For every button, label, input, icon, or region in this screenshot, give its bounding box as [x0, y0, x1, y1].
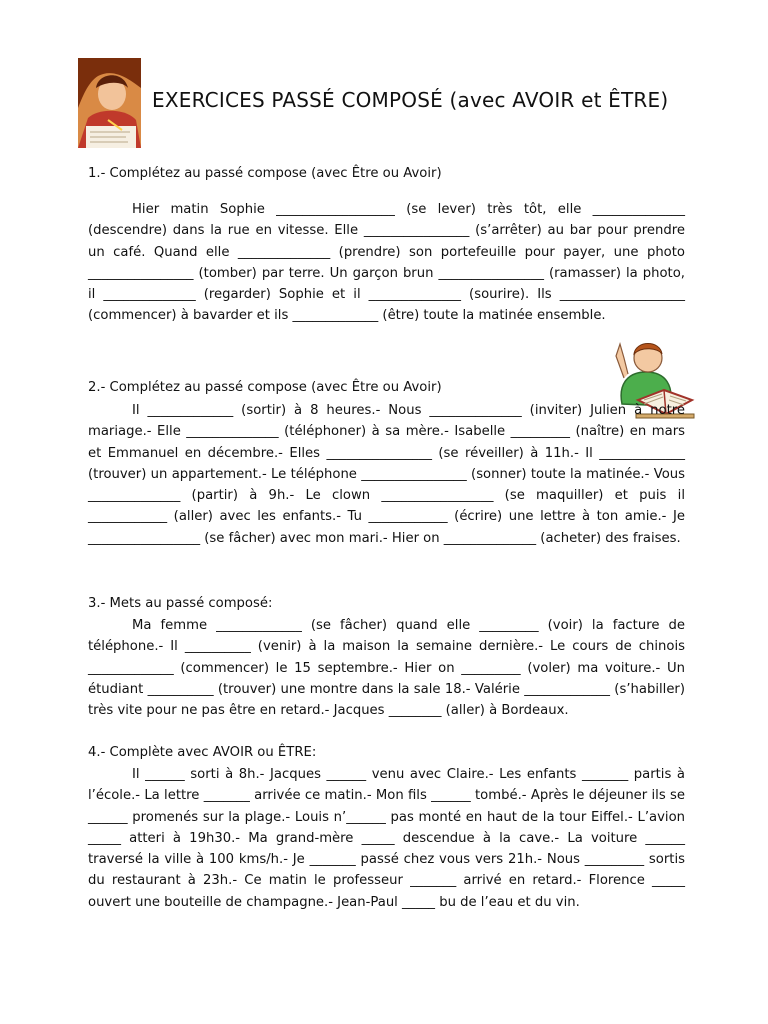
section-4-text [88, 764, 685, 913]
section-3-heading: 3.- Mets au passé composé: [88, 596, 273, 611]
section-2-heading: 2.- Complétez au passé compose (avec Être ou Avoir) [88, 380, 442, 395]
section-4-heading: 4.- Complète avec AVOIR ou ÊTRE: [88, 745, 317, 760]
child-writing-photo [78, 58, 141, 148]
page-title: EXERCICES PASSÉ COMPOSÉ (avec AVOIR et ÊTRE) [152, 88, 669, 112]
section-4-paragraph: Il ______ sorti à 8h.- Jacques ______ venu avec Claire.- Les enfants _______ partis à l’école.- La lettre _______ arrivée ce matin.- Mon fils ______ tombé.- Après le déjeuner ils se ______ promenés sur la plage.- Louis n’______ pas monté en haut de la tour Eiffel.- L’avion _____ atteri à 19h30.- Ma grand-mère _____ descendue à la cave.- La voiture ______ traversé la ville à 100 kms/h.- Je _______ passé chez vous vers 21h.- Nous _________ sortis du restaurant à 23h.- Ce matin le professeur _______ arrivé en retard.- Florence _____ ouvert une bouteille de champagne.- Jean-Paul _____ bu de l’eau et du vin. [88, 767, 685, 910]
section-1-paragraph: Hier matin Sophie __________________ (se lever) très tôt, elle ______________ (descendre) dans la rue en vitesse. Elle ________________ (s’arrêter) au bar pour prendre un café. Quand elle ______________ (prendre) son portefeuille pour payer, une photo ________________ (tomber) par terre. Un garçon brun ________________ (ramasser) la photo, il ______________ (regarder) Sophie et il ______________ (sourire). Ils ___________________ (commencer) à bavarder et ils _____________ (être) toute la matinée ensemble. [88, 202, 685, 324]
section-1-heading: 1.- Complétez au passé compose (avec Être ou Avoir) [88, 166, 442, 181]
section-2-text [88, 400, 685, 549]
section-1-text [88, 199, 685, 327]
child-writing-illustration [78, 58, 141, 148]
section-3-text [88, 615, 685, 721]
section-3-paragraph: Ma femme _____________ (se fâcher) quand elle _________ (voir) la facture de téléphone.- Il __________ (venir) à la maison la semaine dernière.- Le cours de chinois _____________ (commencer) le 15 septembre.- Hier on _________ (voler) ma voiture.- Un étudiant __________ (trouver) une montre dans la sale 18.- Valérie _____________ (s’habiller) très vite pour ne pas être en retard.- Jacques ________ (aller) à Bordeaux. [88, 618, 685, 719]
section-2-paragraph: Il _____________ (sortir) à 8 heures.- Nous ______________ (inviter) Julien à notre mariage.- Elle ______________ (téléphoner) à sa mère.- Isabelle _________ (naître) en mars et Emmanuel en décembre.- Elles ________________ (se réveiller) à 11h.- Il _____________ (trouver) un appartement.- Le téléphone ________________ (sonner) toute la matinée.- Vous ______________ (partir) à 9h.- Le clown _________________ (se maquiller) et puis il ____________ (aller) avec les enfants.- Tu ____________ (écrire) une lettre à ton amie.- Je _________________ (se fâcher) avec mon mari.- Hier on ______________ (acheter) des fraises. [88, 403, 685, 546]
